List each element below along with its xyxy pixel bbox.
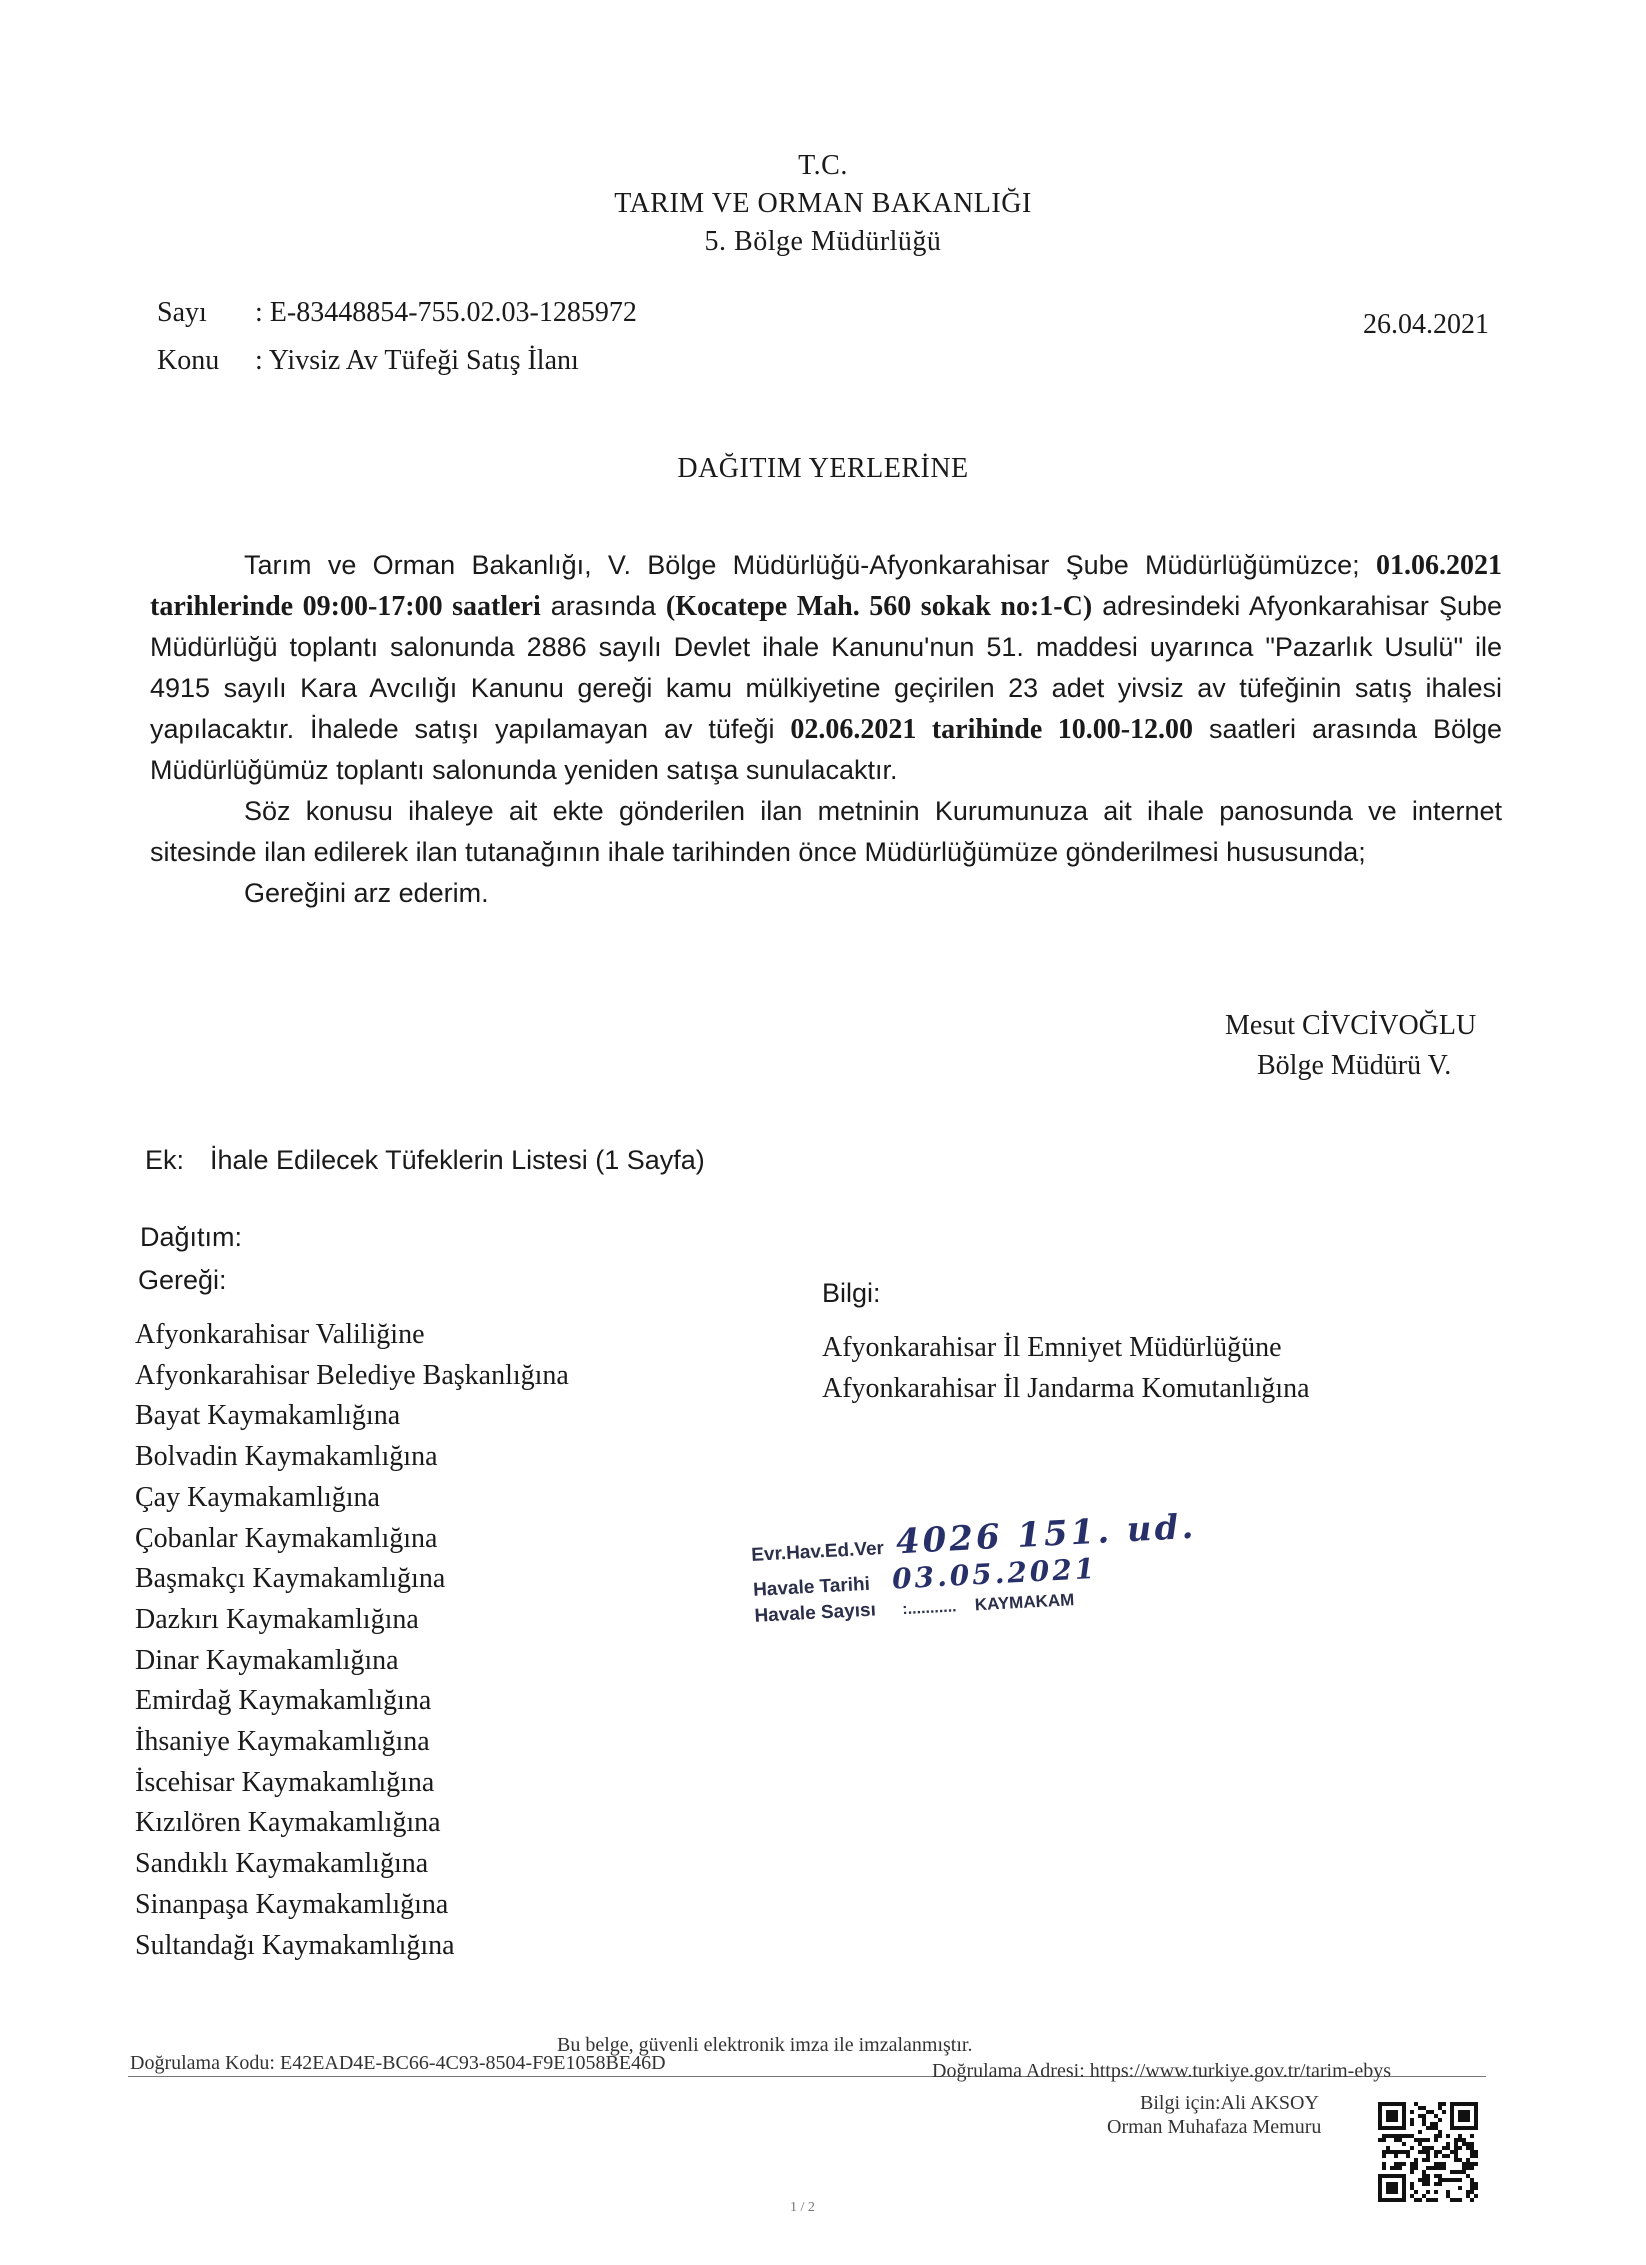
registry-stamp — [750, 1507, 1201, 1636]
gereği-list-item: İhsaniye Kaymakamlığına — [135, 1726, 430, 1758]
gereği-list-item: Afyonkarahisar Valiliğine — [135, 1319, 425, 1350]
stamp-row2-handwriting: 03.05.2021 — [891, 1551, 1099, 1596]
stamp-row1-handwriting: 4026 151. ud. — [894, 1506, 1198, 1563]
gereği-list-item: Dazkırı Kaymakamlığına — [135, 1603, 419, 1635]
gereği-list-item: Kızılören Kaymakamlığına — [135, 1807, 441, 1839]
gereği-list-item: Bolvadin Kaymakamlığına — [135, 1441, 438, 1473]
stamp-row2-label: Havale Tarihi — [752, 1573, 871, 1601]
gereği-heading: Gereği: — [138, 1265, 227, 1295]
konu-label: Konu — [157, 345, 220, 376]
verification-address: Doğrulama Adresi: https://www.turkiye.gov.tr/tarim-ebys — [932, 2060, 1391, 2082]
stamp-kaymakam: KAYMAKAM — [974, 1590, 1075, 1615]
gereği-list-item: Bayat Kaymakamlığına — [135, 1400, 401, 1432]
letter-body — [150, 545, 1502, 914]
signatory-name: Mesut CİVCİVOĞLU — [1225, 1010, 1477, 1041]
attachment-label: Ek: — [145, 1145, 185, 1175]
info-title: Orman Muhafaza Memuru — [1107, 2116, 1322, 2138]
body-intro: Tarım ve Orman Bakanlığı, V. Bölge Müdürlüğü-Afyonkarahisar Şube Müdürlüğümüzce; — [244, 550, 1376, 580]
attachment-text: İhale Edilecek Tüfeklerin Listesi (1 Sayfa) — [210, 1145, 705, 1175]
body-between: arasında — [540, 591, 666, 621]
body-paragraph-2: Söz konusu ihaleye ait ekte gönderilen ilan metninin Kurumunuza ait ihale panosunda ve internet sitesinde ilan edilerek ilan tutanağının ihale tarihinden önce Müdürlüğümüze gönderilmesi hususunda; — [150, 796, 1502, 867]
gereği-list-item: Sandıklı Kaymakamlığına — [135, 1848, 429, 1880]
stamp-row1-label: Evr.Hav.Ed.Ver — [750, 1538, 885, 1566]
header-ministry: TARIM VE ORMAN BAKANLIĞI — [614, 188, 1032, 219]
sayi-label: Sayı — [157, 297, 207, 328]
gereği-list-item: Başmakçı Kaymakamlığına — [135, 1563, 446, 1595]
header-line-tc: T.C. — [798, 150, 848, 181]
distribution-heading: Dağıtım: — [140, 1222, 243, 1252]
bilgi-heading: Bilgi: — [822, 1278, 881, 1308]
bilgi-list-item: Afyonkarahisar İl Emniyet Müdürlüğüne — [822, 1332, 1282, 1363]
gereği-list-item: Çay Kaymakamlığına — [135, 1481, 380, 1513]
stamp-row3-value: :........... — [901, 1598, 957, 1619]
qr-code-icon — [1378, 2102, 1478, 2202]
body-main: adresindeki Afyonkarahisar Şube Müdürlüğü toplantı salonunda 2886 sayılı Devlet ihale Kanunu'nun 51. maddesi uyarınca "Pazarlık Usulü" ile 4915 sayılı Kara Avcılığı Kanunu gereği kamu mülkiyetine geçirilen 23 adet yivsiz av tüfeğinin satış ihalesi yapılacaktır. İhalede satışı yapılamayan av tüfeği — [150, 591, 1503, 744]
body-date-1: 01.06.2021 tarihlerinde 09:00-17:00 saatleri — [150, 550, 1502, 622]
bilgi-list-item: Afyonkarahisar İl Jandarma Komutanlığına — [822, 1372, 1310, 1404]
body-end: saatleri arasında Bölge Müdürlüğümüz toplantı salonunda yeniden satışa sunulacaktır. — [150, 714, 1503, 785]
addressee-heading: DAĞITIM YERLERİNE — [677, 453, 969, 484]
header-directorate: 5. Bölge Müdürlüğü — [704, 226, 942, 257]
verification-code: Doğrulama Kodu: E42EAD4E-BC66-4C93-8504-F9E1058BE46D — [130, 2052, 666, 2074]
gereği-list-item: Sultandağı Kaymakamlığına — [135, 1929, 455, 1961]
gereği-list-item: Emirdağ Kaymakamlığına — [135, 1685, 432, 1717]
gereği-list-item: İscehisar Kaymakamlığına — [135, 1766, 435, 1798]
body-date-2: 02.06.2021 tarihinde 10.00-12.00 — [790, 714, 1194, 745]
gereği-list-item: Çobanlar Kaymakamlığına — [135, 1522, 438, 1554]
body-address: (Kocatepe Mah. 560 sokak no:1-C) — [665, 591, 1093, 622]
bilgi-list — [822, 1328, 1310, 1409]
esign-note: Bu belge, güvenli elektronik imza ile imzalanmıştır. — [557, 2034, 973, 2056]
gereği-list-item: Afyonkarahisar Belediye Başkanlığına — [135, 1359, 569, 1391]
gereği-list-item: Dinar Kaymakamlığına — [135, 1644, 399, 1676]
page-number: 1 / 2 — [790, 2200, 815, 2215]
stamp-row3-label: Havale Sayısı — [753, 1599, 877, 1627]
body-paragraph-3: Gereğini arz ederim. — [244, 878, 489, 908]
sayi-value: : E-83448854-755.02.03-1285972 — [255, 297, 637, 328]
signatory-title: Bölge Müdürü V. — [1257, 1050, 1452, 1081]
gereği-list-item: Sinanpaşa Kaymakamlığına — [135, 1888, 449, 1920]
konu-value: : Yivsiz Av Tüfeği Satış İlanı — [255, 345, 579, 376]
document-date: 26.04.2021 — [1363, 309, 1489, 340]
info-contact: Bilgi için:Ali AKSOY — [1140, 2092, 1319, 2114]
body-paragraph-1 — [150, 545, 1502, 791]
gereği-list — [135, 1315, 569, 1966]
